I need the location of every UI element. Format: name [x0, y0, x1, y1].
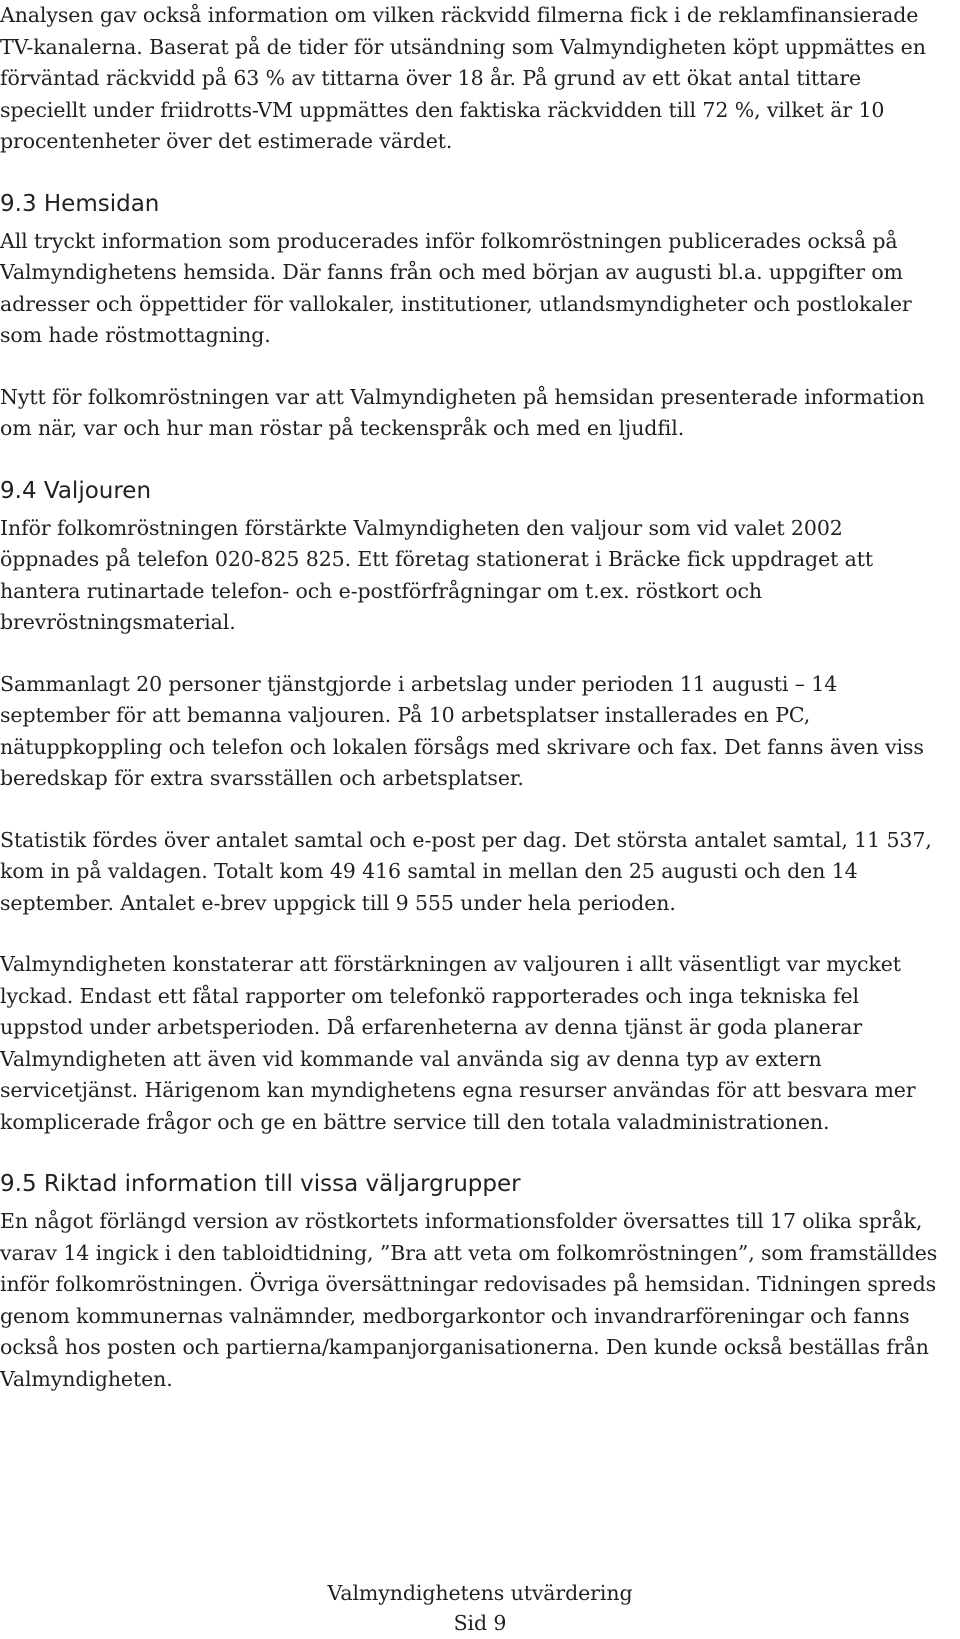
intro-paragraph: Analysen gav också information om vilken räckvidd filmerna fick i de reklamfinansierade TV-kanalerna. Baserat på de tider för utsändning som Valmyndigheten köpt uppmättes en förväntad räckvidd på 63 % av tittarna över 18 år. På grund av ett ökat antal tittare speciellt under friidrotts-VM uppmättes den faktiska räckvidden till 72 %, vilket är 10 procentenheter över det estimerade värdet.	[0, 3, 926, 153]
paragraph: Inför folkomröstningen förstärkte Valmyndigheten den valjour som vid valet 2002 öppnades på telefon 020-825 825. Ett företag stationerat i Bräcke fick uppdraget att hantera rutinartade telefon- och e-postförfrågningar om t.ex. röstkort och brevröstningsmaterial.	[0, 515, 874, 634]
page-footer	[0, 1578, 960, 1638]
section-heading: 9.3 Hemsidan	[0, 190, 160, 217]
paragraph: Statistik fördes över antalet samtal och e-post per dag. Det största antalet samtal, 11 537, kom in på valdagen. Totalt kom 49 416 samtal in mellan den 25 augusti och den 14 september. Antalet e-brev uppgick till 9 555 under hela perioden.	[0, 827, 932, 915]
section-riktad-information	[0, 1138, 940, 1395]
paragraph: Sammanlagt 20 personer tjänstgjorde i arbetslag under perioden 11 augusti – 14 september för att bemanna valjouren. På 10 arbetsplatser installerades en PC, nätuppkoppling och telefon och lokalen försågs med skrivare och fax. Det fanns även viss beredskap för extra svarsställen och arbetsplatser.	[0, 671, 924, 790]
section-heading: 9.4 Valjouren	[0, 477, 152, 504]
section-hemsidan	[0, 158, 940, 445]
paragraph: Nytt för folkomröstningen var att Valmyndigheten på hemsidan presenterade information om när, var och hur man röstar på teckenspråk och med en ljudfil.	[0, 384, 925, 440]
paragraph: En något förlängd version av röstkortets informationsfolder översattes till 17 olika språk, varav 14 ingick i den tabloidtidning, ”Bra att veta om folkomröstningen”, som framställdes inför folkomröstningen. Övriga översättningar redovisades på hemsidan. Tidningen spreds genom kommunernas valnämnder, medborgarkontor och invandrarföreningar och fanns också hos posten och partierna/kampanjorganisationerna. Den kunde också beställas från Valmyndigheten.	[0, 1209, 938, 1391]
page-number: Sid 9	[453, 1611, 507, 1635]
paragraph: All tryckt information som producerades inför folkomröstningen publicerades också på Valmyndighetens hemsida. Där fanns från och med början av augusti bl.a. uppgifter om adresser och öppettider för vallokaler, institutioner, utlandsmyndigheter och postlokaler som hade röstmottagning.	[0, 228, 912, 347]
footer-title: Valmyndighetens utvärdering	[327, 1581, 633, 1605]
paragraph: Valmyndigheten konstaterar att förstärkningen av valjouren i allt väsentligt var mycket lyckad. Endast ett fåtal rapporter om telefonkö rapporterades och inga tekniska fel uppstod under arbetsperioden. Då erfarenheterna av denna tjänst är goda planerar Valmyndigheten att även vid kommande val använda sig av denna typ av extern servicetjänst. Härigenom kan myndighetens egna resurser användas för att besvara mer komplicerade frågor och ge en bättre service till den totala valadministrationen.	[0, 952, 916, 1134]
section-heading: 9.5 Riktad information till vissa väljargrupper	[0, 1171, 521, 1197]
section-valjouren	[0, 445, 940, 1139]
